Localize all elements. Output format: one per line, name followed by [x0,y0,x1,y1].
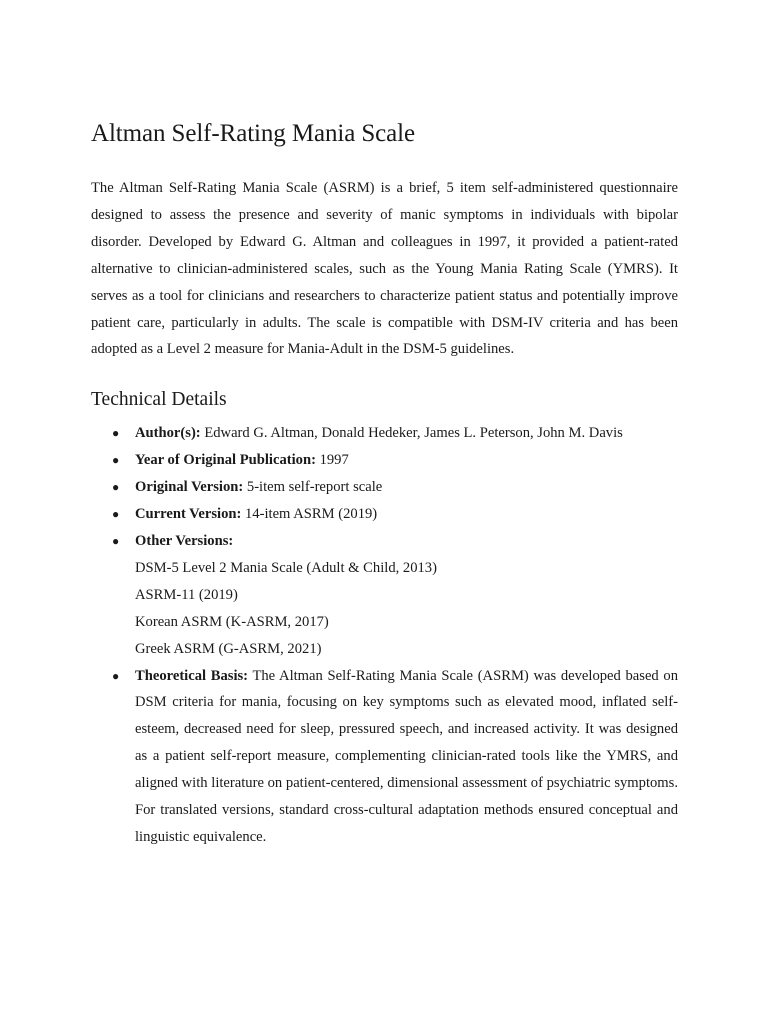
detail-label-authors: Author(s): [135,425,201,442]
detail-value-current-version: 14-item ASRM (2019) [241,506,378,523]
detail-label-current-version: Current Version: [135,506,242,523]
detail-current-version [91,501,678,528]
bullet-icon: ● [112,426,120,441]
bullet-icon: ● [112,533,120,548]
bullet-icon: ● [112,480,120,495]
other-version-item: Korean ASRM (K-ASRM, 2017) [135,613,329,630]
detail-year [91,447,678,474]
detail-label-theoretical-basis: Theoretical Basis: [135,667,249,684]
detail-original-version [91,474,678,501]
detail-label-other-versions: Other Versions: [135,532,234,549]
intro-paragraph: The Altman Self-Rating Mania Scale (ASRM) is a brief, 5 item self-administered questionnaire designed to assess the presence and severity of manic symptoms in individuals with bipolar disorder. Developed by Edward G. Altman and colleagues in 1997, it provided a patient-rated alternative to clinician-administered scales, such as the Young Mania Rating Scale (YMRS). It serves as a tool for clinicians and researchers to characterize patient status and potentially improve patient care, particularly in adults. The scale is compatible with DSM-IV criteria and has been adopted as a Level 2 measure for Mania-Adult in the DSM-5 guidelines. [91,180,678,358]
detail-value-theoretical-basis: The Altman Self-Rating Mania Scale (ASRM) was developed based on DSM criteria for mania, focusing on key symptoms such as elevated mood, inflated self-esteem, decreased need for sleep, pressured speech, and increased activity. It was designed as a patient self-report measure, complementing clinician-rated tools like the YMRS, and aligned with literature on patient-centered, dimensional assessment of psychiatric symptoms. For translated versions, standard cross-cultural adaptation methods ensured conceptual and linguistic equivalence. [135,667,678,845]
section-title-technical-details: Technical Details [91,389,227,411]
other-version-item: Greek ASRM (G-ASRM, 2021) [135,640,322,657]
detail-value-year: 1997 [315,452,349,469]
detail-value-authors: Edward G. Altman, Donald Hedeker, James L. Peterson, John M. Davis [200,425,623,442]
detail-authors [91,420,678,447]
detail-label-year: Year of Original Publication: [135,452,316,469]
document-title: Altman Self-Rating Mania Scale [91,120,416,147]
bullet-icon: ● [112,453,120,468]
detail-label-original-version: Original Version: [135,479,244,496]
document-page [91,116,678,851]
detail-value-original-version: 5-item self-report scale [243,479,383,496]
detail-theoretical-basis [91,663,678,851]
bullet-icon: ● [112,507,120,522]
bullet-icon: ● [112,668,120,683]
other-version-item: ASRM-11 (2019) [135,586,238,603]
other-version-item: DSM-5 Level 2 Mania Scale (Adult & Child, 2013) [135,559,437,576]
technical-details-list [91,420,678,851]
detail-other-versions [91,528,678,663]
